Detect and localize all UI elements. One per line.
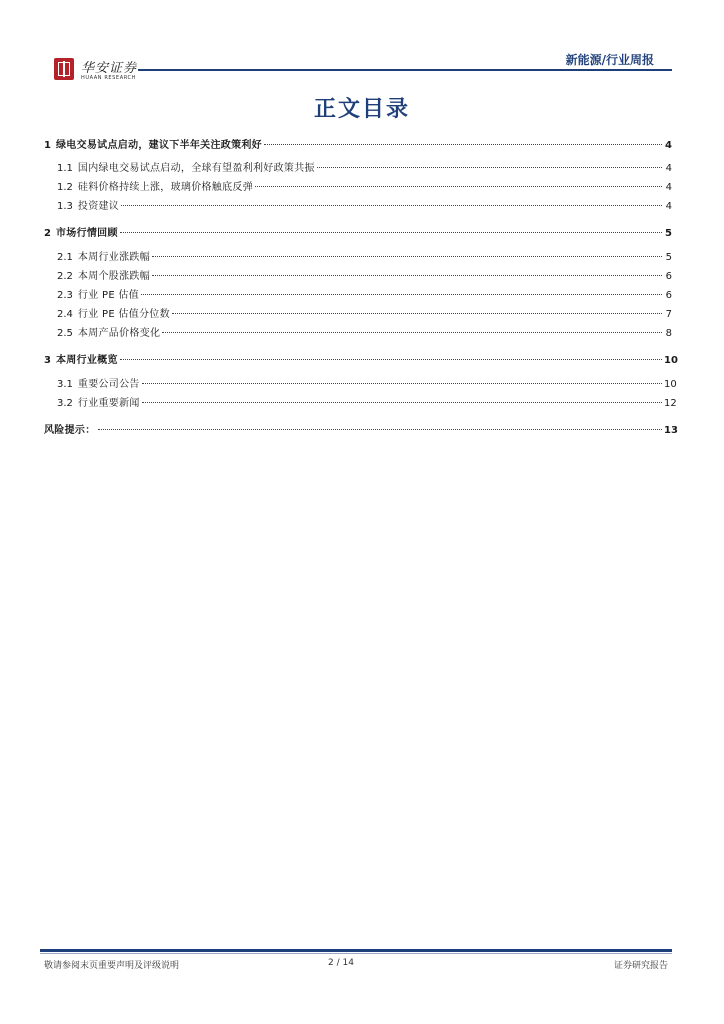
toc-entry-title: 本周个股涨跌幅 [77,271,151,282]
toc-entry-title: 本周产品价格变化 [77,328,161,339]
toc-entry-number: 1.1 [57,163,73,174]
toc-dot-leader [152,275,662,276]
toc-entry-title: 行业 PE 估值 [77,290,140,301]
toc-dot-leader [141,294,662,295]
footer-divider [40,949,672,952]
report-category: 新能源/行业周报 [565,53,654,67]
toc-entry-title: 风险提示： [44,425,96,436]
footer-divider-thin [40,953,672,954]
toc-entry-number: 1.3 [57,201,73,212]
toc-entry-page: 5 [665,228,672,239]
toc-entry-title: 本周行业概览 [55,355,118,366]
footer-doc-type: 证券研究报告 [613,961,668,971]
toc-entry-number: 2.4 [57,309,73,320]
toc-entry-page: 7 [665,309,672,320]
logo-english-name: HUAAN RESEARCH [81,75,136,81]
toc-entry[interactable] [44,227,672,241]
toc-dot-leader [121,205,662,206]
toc-entry-number: 1 [44,140,51,151]
huaan-securities-logo [54,57,154,87]
toc-dot-leader [142,383,662,384]
toc-entry[interactable] [44,354,678,368]
toc-entry[interactable] [57,251,672,265]
toc-dot-leader [98,429,663,430]
toc-entry-number: 2.1 [57,252,73,263]
toc-entry-title: 本周行业涨跌幅 [77,252,151,263]
toc-entry-page: 13 [664,425,678,436]
toc-entry[interactable] [57,289,672,303]
toc-dot-leader [152,256,662,257]
toc-entry[interactable] [44,139,672,153]
toc-entry[interactable] [57,308,672,322]
toc-entry-page: 6 [665,271,672,282]
logo-seal-icon [54,58,74,80]
toc-entry-title: 投资建议 [77,201,120,212]
toc-entry[interactable] [57,378,677,392]
toc-entry-number: 2.2 [57,271,73,282]
toc-entry-number: 3.2 [57,398,73,409]
toc-entry-number: 2.5 [57,328,73,339]
toc-entry-title: 重要公司公告 [77,379,140,390]
toc-entry-page: 4 [665,140,672,151]
toc-entry-title: 硅料价格持续上涨，玻璃价格触底反弹 [77,182,254,193]
footer-disclaimer: 敬请参阅末页重要声明及评级说明 [44,961,180,971]
toc-dot-leader [172,313,662,314]
toc-dot-leader [264,144,662,145]
toc-dot-leader [120,359,662,360]
toc-dot-leader [162,332,662,333]
toc-entry-number: 2 [44,228,51,239]
toc-entry-title: 行业 PE 估值分位数 [77,309,170,320]
toc-entry-number: 3.1 [57,379,73,390]
logo-chinese-name: 华安证券 [81,61,138,76]
toc-entry[interactable] [57,200,672,214]
toc-entry-title: 行业重要新闻 [77,398,140,409]
toc-entry-number: 1.2 [57,182,73,193]
toc-entry[interactable] [57,270,672,284]
toc-entry[interactable] [57,397,677,411]
page-title: 正文目录 [313,96,410,122]
toc-entry[interactable] [44,424,678,438]
toc-entry[interactable] [57,162,672,176]
toc-entry-title: 绿电交易试点启动，建议下半年关注政策利好 [55,140,262,151]
toc-entry-page: 6 [665,290,672,301]
toc-entry-page: 12 [664,398,677,409]
toc-entry[interactable] [57,181,672,195]
toc-entry[interactable] [57,327,672,341]
toc-dot-leader [317,167,662,168]
toc-entry-page: 4 [665,163,672,174]
toc-entry-title: 国内绿电交易试点启动，全球有望盈利利好政策共振 [77,163,315,174]
toc-entry-page: 8 [665,328,672,339]
toc-entry-title: 市场行情回顾 [55,228,118,239]
toc-entry-page: 5 [665,252,672,263]
header-divider [138,69,672,71]
page-number: 2 / 14 [328,958,354,968]
toc-entry-page: 4 [665,201,672,212]
toc-entry-number: 2.3 [57,290,73,301]
toc-dot-leader [120,232,662,233]
toc-entry-page: 4 [665,182,672,193]
toc-dot-leader [142,402,662,403]
toc-dot-leader [255,186,662,187]
toc-entry-page: 10 [664,379,677,390]
toc-entry-number: 3 [44,355,51,366]
toc-entry-page: 10 [664,355,678,366]
